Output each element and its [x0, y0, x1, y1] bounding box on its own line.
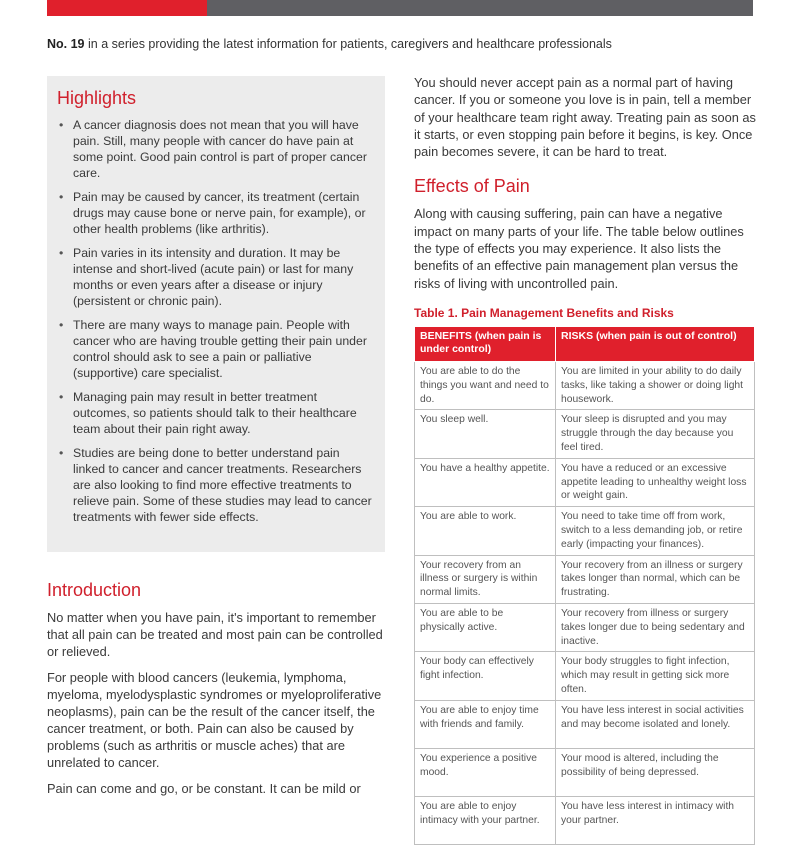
table-row — [415, 796, 755, 844]
introduction-paragraph: Pain can come and go, or be constant. It can be mild or — [47, 781, 361, 796]
header-bar — [47, 0, 753, 16]
highlight-item: • Studies are being done to better understand pain linked to cancer and cancer treatments. Researchers are also looking to find more effective treatments to relieve pain. Some of these studies may lead to cancer treatments with fewer side effects. — [57, 445, 375, 525]
highlights-list — [57, 117, 375, 525]
table-row — [415, 458, 755, 506]
risks-header: RISKS (when pain is out of control) — [556, 326, 755, 361]
risk-cell: You need to take time off from work, switch to a less demanding job, or retire early (impacting your finances). — [556, 507, 755, 555]
benefit-cell: You are able to enjoy time with friends and family. — [415, 700, 556, 748]
risk-cell: You have a reduced or an excessive appetite leading to unhealthy weight loss or weight gain. — [556, 458, 755, 506]
series-text: in a series providing the latest information for patients, caregivers and healthcare professionals — [84, 37, 612, 51]
risk-cell: You have less interest in intimacy with your partner. — [556, 796, 755, 844]
benefit-cell: You are able to do the things you want and need to do. — [415, 361, 556, 409]
benefit-cell: You experience a positive mood. — [415, 748, 556, 796]
table-row — [415, 652, 755, 700]
header-accent-red — [47, 0, 207, 16]
series-line — [47, 37, 612, 51]
risk-cell: You are limited in your ability to do daily tasks, like taking a shower or doing light housework. — [556, 361, 755, 409]
benefit-cell: You have a healthy appetite. — [415, 458, 556, 506]
header-accent-gray — [207, 0, 753, 16]
effects-paragraph: Along with causing suffering, pain can have a negative impact on many parts of your life. The table below outlines the type of effects you may experience. It also lists the benefits of an effective pain management plan versus the risks of living with uncontrolled pain. — [414, 206, 744, 291]
introduction-section — [47, 580, 395, 806]
table-row — [415, 410, 755, 458]
risk-cell: Your body struggles to fight infection, which may result in getting sick more often. — [556, 652, 755, 700]
table-row — [415, 507, 755, 555]
benefit-cell: Your recovery from an illness or surgery is within normal limits. — [415, 555, 556, 603]
series-number: No. 19 — [47, 37, 85, 51]
risk-cell: Your recovery from illness or surgery takes longer due to being sedentary and inactive. — [556, 603, 755, 651]
highlight-item: • A cancer diagnosis does not mean that you will have pain. Still, many people with cancer do have pain at some point. Good pain control is part of proper cancer care. — [57, 117, 375, 181]
table-row — [415, 748, 755, 796]
table-header-row — [415, 326, 755, 361]
risk-cell: Your mood is altered, including the possibility of being depressed. — [556, 748, 755, 796]
benefit-cell: You sleep well. — [415, 410, 556, 458]
right-column — [414, 74, 756, 845]
table-row — [415, 555, 755, 603]
table-row — [415, 361, 755, 409]
introduction-paragraph: No matter when you have pain, it's important to remember that all pain can be treated and most pain can be controlled or relieved. — [47, 610, 383, 659]
risk-cell: Your sleep is disrupted and you may struggle through the day because you feel tired. — [556, 410, 755, 458]
highlight-item: • Pain varies in its intensity and duration. It may be intense and short-lived (acute pain) or last for many months or even years after a disease or injury (persistent or chronic pain). — [57, 245, 375, 309]
benefit-cell: You are able to enjoy intimacy with your partner. — [415, 796, 556, 844]
risk-cell: You have less interest in social activities and may become isolated and lonely. — [556, 700, 755, 748]
table-title: Table 1. Pain Management Benefits and Risks — [414, 305, 674, 320]
pain-intro-paragraph: You should never accept pain as a normal part of having cancer. If you or someone you love is in pain, tell a member of your healthcare team right away. Treating pain as soon as it starts, or even stopping pain before it begins, is key. Once pain becomes severe, it can be hard to treat. — [414, 75, 756, 160]
table-row — [415, 603, 755, 651]
highlight-item: • Pain may be caused by cancer, its treatment (certain drugs may cause bone or nerve pain, for example), or other health problems (like arthritis). — [57, 189, 375, 237]
introduction-title: Introduction — [47, 580, 142, 600]
introduction-paragraph: For people with blood cancers (leukemia, lymphoma, myeloma, myelodysplastic syndromes or myeloproliferative neoplasms), pain can be the result of the cancer itself, the cancer treatment, or both. Pain can also be caused by problems (such as arthritis or muscle aches) that are unrelated to cancer. — [47, 670, 382, 770]
benefit-cell: You are able to be physically active. — [415, 603, 556, 651]
effects-title: Effects of Pain — [414, 176, 530, 197]
highlights-box — [47, 76, 385, 552]
risk-cell: Your recovery from an illness or surgery takes longer than normal, which can be frustrating. — [556, 555, 755, 603]
benefit-cell: You are able to work. — [415, 507, 556, 555]
benefits-risks-table — [414, 326, 755, 845]
benefit-cell: Your body can effectively fight infection. — [415, 652, 556, 700]
table-row — [415, 700, 755, 748]
highlight-item: • There are many ways to manage pain. People with cancer who are having trouble getting their pain under control should ask to see a pain or palliative (supportive) care specialist. — [57, 317, 375, 381]
highlight-item: • Managing pain may result in better treatment outcomes, so patients should talk to their healthcare team about their pain right away. — [57, 389, 375, 437]
benefits-header: BENEFITS (when pain is under control) — [415, 326, 556, 361]
highlights-title: Highlights — [57, 88, 137, 108]
